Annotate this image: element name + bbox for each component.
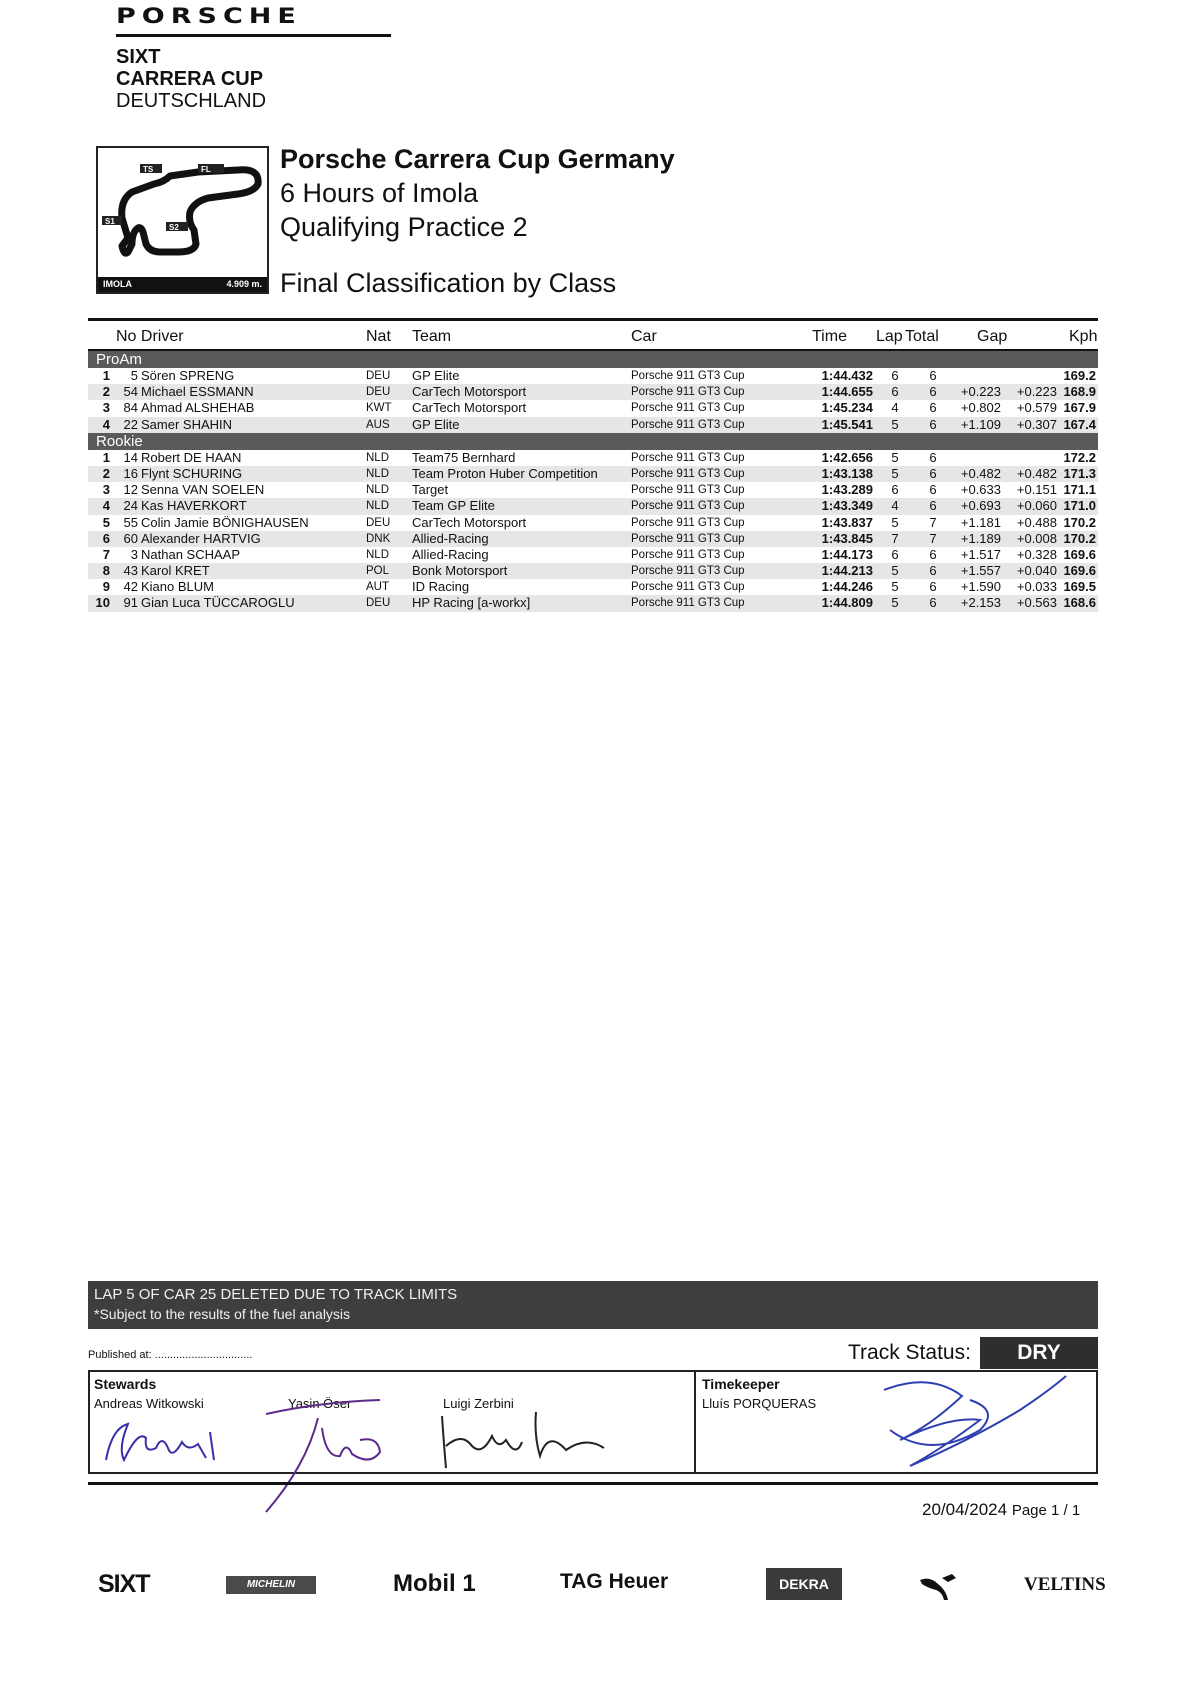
total-laps: 7 [929, 514, 937, 530]
track-length: 4.909 m. [226, 279, 262, 289]
lap-time: 1:44.246 [821, 579, 873, 595]
car-model: Porsche 911 GT3 Cup [631, 467, 745, 480]
steward-signature-3 [436, 1406, 626, 1470]
steward-signature-2 [260, 1396, 410, 1514]
position: 1 [102, 449, 110, 465]
speed-kph: 172.2 [1063, 449, 1096, 465]
lap-time: 1:44.432 [821, 368, 873, 383]
series-line-3: DEUTSCHLAND [116, 90, 267, 112]
total-laps: 6 [929, 595, 937, 611]
car-number: 60 [123, 530, 138, 546]
speed-kph: 170.2 [1063, 514, 1096, 530]
lap-time: 1:44.213 [821, 563, 873, 579]
puma-cat-icon [918, 1570, 958, 1602]
table-row [88, 466, 1098, 482]
driver: Karol KRET [141, 563, 210, 579]
brand-rule [116, 34, 391, 37]
lap-time: 1:45.234 [821, 400, 873, 416]
interval: +0.040 [1016, 563, 1057, 579]
speed-kph: 171.1 [1063, 482, 1096, 498]
class-header: Rookie [88, 433, 1098, 450]
series-line-2: CARRERA CUP [116, 68, 264, 90]
timekeeper-label: Timekeeper [702, 1376, 780, 1392]
nationality: DEU [366, 386, 391, 399]
table-row [88, 579, 1098, 595]
best-lap: 5 [891, 514, 899, 530]
total-laps: 6 [929, 384, 937, 400]
table-row [88, 384, 1098, 400]
notice-line-2: *Subject to the results of the fuel analysis [94, 1306, 351, 1322]
position: 3 [102, 482, 110, 498]
position: 1 [102, 368, 110, 383]
track-name: IMOLA [103, 279, 132, 289]
interval: +0.563 [1016, 595, 1057, 611]
speed-kph: 169.2 [1063, 368, 1096, 383]
total-laps: 6 [929, 416, 937, 432]
lap-time: 1:44.809 [821, 595, 873, 611]
driver: Michael ESSMANN [141, 384, 254, 400]
gap: +2.153 [960, 595, 1001, 611]
report-date: 20/04/2024 [922, 1500, 1008, 1519]
lap-time: 1:43.837 [821, 514, 873, 530]
driver: Flynt SCHURING [141, 465, 243, 481]
speed-kph: 167.4 [1063, 416, 1096, 432]
gap: +0.693 [960, 498, 1001, 514]
gap: +0.482 [960, 465, 1001, 481]
speed-kph: 169.5 [1063, 579, 1096, 595]
best-lap: 6 [891, 384, 899, 400]
interval: +0.151 [1016, 482, 1057, 498]
col-car: Car [631, 328, 657, 345]
gap: +0.223 [960, 384, 1001, 400]
nationality: NLD [366, 548, 390, 561]
team: Team Proton Huber Competition [412, 465, 598, 481]
interval: +0.482 [1016, 465, 1057, 481]
position: 9 [102, 579, 110, 595]
gap: +1.590 [960, 579, 1001, 595]
marker-fl: FL [201, 165, 211, 174]
driver: Colin Jamie BÖNIGHAUSEN [141, 514, 309, 530]
team: GP Elite [412, 368, 460, 383]
series-line-1: SIXT [116, 46, 161, 68]
stewards-label: Stewards [94, 1376, 157, 1392]
class-header: ProAm [88, 351, 1098, 368]
col-kph: Kph [1069, 328, 1098, 345]
car-model: Porsche 911 GT3 Cup [631, 500, 745, 513]
position: 5 [102, 514, 110, 530]
nationality: NLD [366, 484, 390, 497]
total-laps: 6 [929, 400, 937, 416]
col-gap: Gap [977, 328, 1008, 345]
position: 6 [102, 530, 110, 546]
interval: +0.223 [1016, 384, 1057, 400]
gap: +0.802 [960, 400, 1001, 416]
position: 2 [102, 465, 110, 481]
table-row [88, 400, 1098, 416]
team: CarTech Motorsport [412, 400, 527, 416]
table-row [88, 515, 1098, 531]
lap-time: 1:43.845 [821, 530, 873, 546]
position: 3 [102, 400, 110, 416]
speed-kph: 167.9 [1063, 400, 1096, 416]
table-row [88, 531, 1098, 547]
tagheuer-logo: TAG Heuer [560, 1570, 669, 1593]
table-row [88, 450, 1098, 466]
car-model: Porsche 911 GT3 Cup [631, 484, 745, 497]
position: 7 [102, 546, 110, 562]
published-at: Published at: ................................ [88, 1349, 253, 1361]
total-laps: 6 [929, 449, 937, 465]
col-total: Total [905, 328, 939, 345]
team: Bonk Motorsport [412, 563, 508, 579]
driver: Robert DE HAAN [141, 449, 242, 465]
car-number: 42 [123, 579, 138, 595]
driver: Gian Luca TÜCCAROGLU [141, 595, 295, 611]
car-model: Porsche 911 GT3 Cup [631, 532, 745, 545]
driver: Ahmad ALSHEHAB [141, 400, 255, 416]
interval: +0.488 [1016, 514, 1057, 530]
car-model: Porsche 911 GT3 Cup [631, 548, 745, 561]
porsche-logo: PORSCHE [116, 4, 302, 29]
lap-time: 1:43.138 [821, 465, 873, 481]
car-model: Porsche 911 GT3 Cup [631, 451, 745, 464]
timekeeper-signature [870, 1370, 1070, 1474]
position: 8 [102, 563, 110, 579]
timekeeper-name: Lluís PORQUERAS [702, 1396, 817, 1411]
car-number: 24 [123, 498, 138, 514]
total-laps: 6 [929, 482, 937, 498]
car-model: Porsche 911 GT3 Cup [631, 386, 745, 399]
nationality: DEU [366, 516, 391, 529]
table-row [88, 563, 1098, 579]
col-lap: Lap [876, 328, 903, 345]
table-row [88, 482, 1098, 498]
nationality: POL [366, 565, 390, 578]
car-number: 91 [123, 595, 138, 611]
driver: Kas HAVERKORT [141, 498, 247, 514]
car-model: Porsche 911 GT3 Cup [631, 597, 745, 610]
best-lap: 4 [891, 400, 899, 416]
car-number: 55 [123, 514, 138, 530]
total-laps: 6 [929, 498, 937, 514]
col-team: Team [412, 328, 452, 345]
gap: +1.181 [960, 514, 1001, 530]
sponsor-bar [96, 1568, 1106, 1608]
gap: +1.557 [960, 563, 1001, 579]
nationality: KWT [366, 402, 392, 415]
car-number: 5 [130, 368, 138, 383]
position: 10 [95, 595, 110, 611]
michelin-logo: MICHELIN [226, 1576, 316, 1594]
best-lap: 6 [891, 482, 899, 498]
steward-name-1: Andreas Witkowski [94, 1396, 204, 1411]
position: 4 [102, 498, 110, 514]
notice-line-1: LAP 5 OF CAR 25 DELETED DUE TO TRACK LIMITS [94, 1286, 458, 1303]
team: CarTech Motorsport [412, 384, 527, 400]
page-number: Page 1 / 1 [1011, 1502, 1081, 1519]
car-number: 84 [123, 400, 138, 416]
car-number: 16 [123, 465, 138, 481]
team: Allied-Racing [412, 530, 489, 546]
total-laps: 6 [929, 579, 937, 595]
car-model: Porsche 911 GT3 Cup [631, 516, 745, 529]
best-lap: 5 [891, 563, 899, 579]
interval: +0.579 [1016, 400, 1057, 416]
total-laps: 6 [929, 563, 937, 579]
lap-time: 1:43.349 [821, 498, 873, 514]
interval: +0.033 [1016, 579, 1057, 595]
team: CarTech Motorsport [412, 514, 527, 530]
officials-box [88, 1370, 1098, 1474]
best-lap: 5 [891, 416, 899, 432]
steward-name-3: Luigi Zerbini [443, 1396, 514, 1411]
interval: +0.060 [1016, 498, 1057, 514]
table-body [88, 351, 1098, 612]
team: Allied-Racing [412, 546, 489, 562]
puma-logo [918, 1570, 958, 1607]
notice-banner [88, 1281, 1098, 1329]
position: 4 [102, 416, 110, 432]
col-time: Time [812, 328, 847, 345]
speed-kph: 168.9 [1063, 384, 1096, 400]
lap-time: 1:44.173 [821, 546, 873, 562]
driver: Kiano BLUM [141, 579, 214, 595]
footer-rule [88, 1482, 1098, 1485]
total-laps: 6 [929, 368, 937, 383]
track-map [96, 146, 269, 294]
total-laps: 7 [929, 530, 937, 546]
gap: +1.189 [960, 530, 1001, 546]
stewards-section [90, 1372, 696, 1472]
track-footer [98, 277, 267, 292]
total-laps: 6 [929, 546, 937, 562]
table-row [88, 595, 1098, 611]
car-number: 43 [123, 563, 138, 579]
interval: +0.328 [1016, 546, 1057, 562]
col-nat: Nat [366, 328, 391, 345]
dekra-logo: DEKRA [766, 1568, 842, 1600]
classification-table [88, 318, 1098, 612]
session-title: Qualifying Practice 2 [280, 212, 528, 242]
track-status-label: Track Status: [848, 1341, 971, 1364]
interval: +0.307 [1016, 416, 1057, 432]
team: Team75 Bernhard [412, 449, 516, 465]
nationality: NLD [366, 451, 390, 464]
table-row [88, 417, 1098, 433]
best-lap: 5 [891, 449, 899, 465]
lap-time: 1:42.656 [821, 449, 873, 465]
team: Team GP Elite [412, 498, 495, 514]
car-model: Porsche 911 GT3 Cup [631, 418, 745, 431]
mobil1-logo: Mobil 1 [393, 1570, 476, 1597]
speed-kph: 168.6 [1063, 595, 1096, 611]
team: HP Racing [a-workx] [412, 595, 531, 611]
track-status-value: DRY [980, 1337, 1098, 1369]
best-lap: 7 [891, 530, 899, 546]
team: ID Racing [412, 579, 470, 595]
best-lap: 6 [891, 546, 899, 562]
speed-kph: 171.0 [1063, 498, 1096, 514]
speed-kph: 171.3 [1063, 465, 1096, 481]
car-number: 3 [130, 546, 138, 562]
nationality: AUT [366, 581, 389, 594]
steward-name-2: Yasin Öser [288, 1396, 352, 1411]
event-title: 6 Hours of Imola [280, 178, 479, 208]
table-row [88, 498, 1098, 514]
car-model: Porsche 911 GT3 Cup [631, 565, 745, 578]
car-number: 14 [123, 449, 138, 465]
car-model: Porsche 911 GT3 Cup [631, 402, 745, 415]
nationality: NLD [366, 467, 390, 480]
gap: +1.109 [960, 416, 1001, 432]
date-page [922, 1500, 1080, 1520]
car-model: Porsche 911 GT3 Cup [631, 370, 745, 382]
sixt-logo: SIXT [98, 1570, 150, 1598]
car-number: 54 [123, 384, 138, 400]
table-header [88, 321, 1098, 351]
speed-kph: 170.2 [1063, 530, 1096, 546]
team: GP Elite [412, 416, 460, 432]
driver: Sören SPRENG [141, 368, 235, 383]
lap-time: 1:43.289 [821, 482, 873, 498]
series-logo [116, 46, 376, 112]
best-lap: 4 [891, 498, 899, 514]
lap-time: 1:45.541 [821, 416, 873, 432]
veltins-logo: VELTINS [1024, 1574, 1106, 1595]
nationality: DEU [366, 370, 391, 382]
col-no-driver: No Driver [116, 328, 184, 345]
championship-title: Porsche Carrera Cup Germany [280, 144, 675, 174]
table-row [88, 368, 1098, 384]
speed-kph: 169.6 [1063, 563, 1096, 579]
driver: Alexander HARTVIG [141, 530, 261, 546]
nationality: DEU [366, 597, 391, 610]
lap-time: 1:44.655 [821, 384, 873, 400]
gap: +1.517 [960, 546, 1001, 562]
best-lap: 5 [891, 465, 899, 481]
interval: +0.008 [1016, 530, 1057, 546]
marker-ts: TS [143, 165, 154, 174]
position: 2 [102, 384, 110, 400]
best-lap: 5 [891, 595, 899, 611]
driver: Senna VAN SOELEN [141, 482, 265, 498]
gap: +0.633 [960, 482, 1001, 498]
best-lap: 5 [891, 579, 899, 595]
document-title: Final Classification by Class [280, 268, 617, 298]
marker-s1: S1 [105, 217, 115, 226]
speed-kph: 169.6 [1063, 546, 1096, 562]
nationality: DNK [366, 532, 391, 545]
car-model: Porsche 911 GT3 Cup [631, 581, 745, 594]
marker-s2: S2 [169, 223, 179, 232]
driver: Nathan SCHAAP [141, 546, 240, 562]
table-row [88, 547, 1098, 563]
document-titles [280, 142, 980, 300]
best-lap: 6 [891, 368, 899, 383]
total-laps: 6 [929, 465, 937, 481]
steward-signature-1 [98, 1408, 238, 1468]
car-number: 22 [123, 416, 138, 432]
nationality: AUS [366, 418, 390, 431]
nationality: NLD [366, 500, 390, 513]
car-number: 12 [123, 482, 138, 498]
team: Target [412, 482, 449, 498]
circuit-outline-icon [98, 148, 267, 276]
driver: Samer SHAHIN [141, 416, 233, 432]
